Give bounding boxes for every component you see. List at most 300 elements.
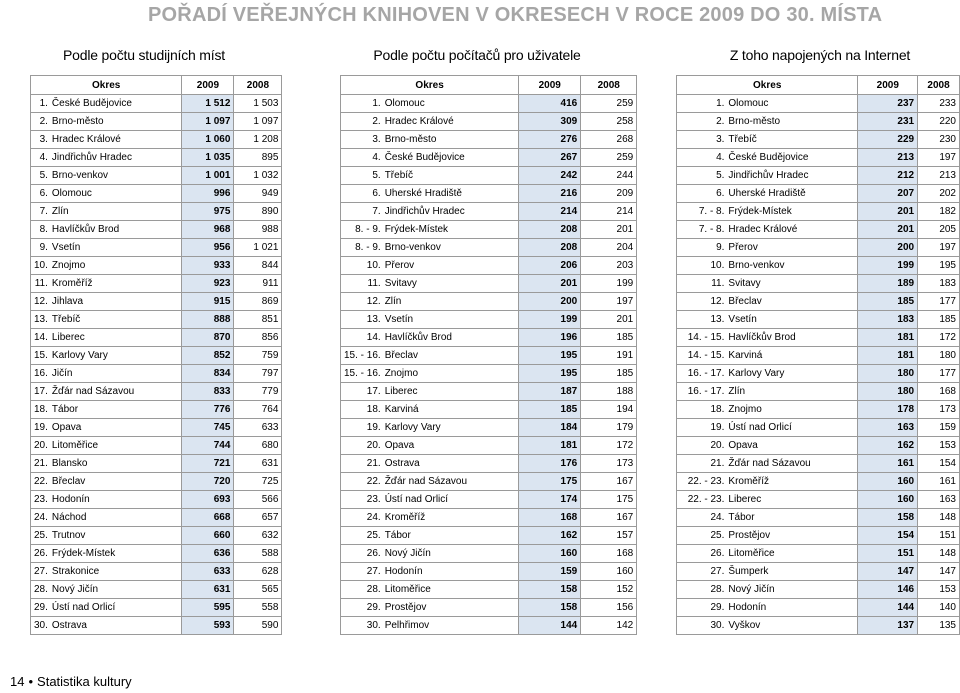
table-row [677, 95, 960, 113]
table-row [31, 275, 282, 293]
district-cell: Třebíč [726, 131, 858, 149]
rank-cell: 21. [677, 455, 727, 473]
district-cell: Znojmo [383, 365, 519, 383]
value-2008-cell: 214 [581, 203, 637, 221]
rank-cell: 27. [31, 563, 50, 581]
table-row [31, 527, 282, 545]
value-2009-cell: 933 [182, 257, 234, 275]
value-2009-cell: 201 [858, 221, 918, 239]
value-2009-cell: 162 [519, 527, 581, 545]
rank-cell: 12. [31, 293, 50, 311]
value-2009-cell: 161 [858, 455, 918, 473]
table-row [677, 311, 960, 329]
rank-cell: 25. [341, 527, 383, 545]
table-row [341, 563, 637, 581]
rank-cell: 20. [31, 437, 50, 455]
rank-cell: 28. [341, 581, 383, 599]
value-2009-cell: 154 [858, 527, 918, 545]
table-row [677, 401, 960, 419]
rank-cell: 7. - 8. [677, 203, 727, 221]
rank-cell: 29. [341, 599, 383, 617]
table-row [341, 491, 637, 509]
district-cell: Břeclav [383, 347, 519, 365]
rank-cell: 25. [31, 527, 50, 545]
table-1-heading: Podle počtu studijních míst [63, 47, 225, 63]
rank-cell: 14. [31, 329, 50, 347]
rank-cell: 13. [341, 311, 383, 329]
value-2008-cell: 201 [581, 311, 637, 329]
page-number: 14 [10, 674, 25, 689]
rank-cell: 12. [341, 293, 383, 311]
value-2008-cell: 197 [581, 293, 637, 311]
value-2008-cell: 856 [234, 329, 282, 347]
value-2009-cell: 159 [519, 563, 581, 581]
district-cell: Žďár nad Sázavou [383, 473, 519, 491]
page-title: POŘADÍ VEŘEJNÝCH KNIHOVEN V OKRESECH V ROCE 2009 DO 30. MÍSTA [148, 4, 883, 26]
value-2009-cell: 744 [182, 437, 234, 455]
value-2008-cell: 725 [234, 473, 282, 491]
district-cell: Svitavy [383, 275, 519, 293]
district-cell: Karviná [726, 347, 858, 365]
value-2008-cell: 779 [234, 383, 282, 401]
rank-cell: 22. [341, 473, 383, 491]
rank-cell: 6. [341, 185, 383, 203]
rank-cell: 16. [31, 365, 50, 383]
district-cell: Pelhřimov [383, 617, 519, 635]
table-row [31, 185, 282, 203]
value-2008-cell: 135 [918, 617, 960, 635]
rank-cell: 24. [677, 509, 727, 527]
table-row [677, 167, 960, 185]
column-header-2009: 2009 [519, 76, 581, 95]
table-row [31, 221, 282, 239]
value-2008-cell: 151 [918, 527, 960, 545]
value-2008-cell: 194 [581, 401, 637, 419]
district-cell: Havlíčkův Brod [383, 329, 519, 347]
rank-cell: 6. [677, 185, 727, 203]
table-row [31, 419, 282, 437]
district-cell: Blansko [50, 455, 182, 473]
district-cell: Liberec [726, 491, 858, 509]
column-header-2008: 2008 [581, 76, 637, 95]
table-study-places [30, 75, 282, 635]
value-2009-cell: 636 [182, 545, 234, 563]
column-header-2009: 2009 [858, 76, 918, 95]
district-cell: Nový Jičín [726, 581, 858, 599]
value-2009-cell: 187 [519, 383, 581, 401]
district-cell: Opava [50, 419, 182, 437]
value-2009-cell: 1 001 [182, 167, 234, 185]
value-2009-cell: 163 [858, 419, 918, 437]
value-2009-cell: 212 [858, 167, 918, 185]
table-row [677, 581, 960, 599]
value-2009-cell: 196 [519, 329, 581, 347]
district-cell: Litoměřice [726, 545, 858, 563]
district-cell: Hodonín [383, 563, 519, 581]
rank-cell: 2. [31, 113, 50, 131]
table-row [677, 599, 960, 617]
value-2009-cell: 852 [182, 347, 234, 365]
value-2008-cell: 175 [581, 491, 637, 509]
table-row [31, 257, 282, 275]
rank-cell: 8. - 9. [341, 239, 383, 257]
value-2008-cell: 1 097 [234, 113, 282, 131]
table-row [341, 419, 637, 437]
ranking-table [676, 75, 960, 635]
district-cell: Brno-město [726, 113, 858, 131]
value-2009-cell: 633 [182, 563, 234, 581]
value-2008-cell: 173 [918, 401, 960, 419]
value-2009-cell: 668 [182, 509, 234, 527]
table-row [677, 185, 960, 203]
table-row [341, 473, 637, 491]
value-2009-cell: 888 [182, 311, 234, 329]
value-2008-cell: 183 [918, 275, 960, 293]
district-cell: Olomouc [383, 95, 519, 113]
table-row [341, 455, 637, 473]
district-cell: Ústí nad Orlicí [383, 491, 519, 509]
table-row [341, 131, 637, 149]
district-cell: Litoměřice [50, 437, 182, 455]
value-2009-cell: 207 [858, 185, 918, 203]
district-cell: Ústí nad Orlicí [726, 419, 858, 437]
value-2008-cell: 201 [581, 221, 637, 239]
table-row [31, 365, 282, 383]
rank-cell: 15. [31, 347, 50, 365]
value-2009-cell: 160 [858, 491, 918, 509]
rank-cell: 7. - 8. [677, 221, 727, 239]
table-row [31, 599, 282, 617]
value-2008-cell: 911 [234, 275, 282, 293]
value-2009-cell: 660 [182, 527, 234, 545]
value-2008-cell: 167 [581, 509, 637, 527]
table-row [341, 401, 637, 419]
rank-cell: 21. [31, 455, 50, 473]
district-cell: Strakonice [50, 563, 182, 581]
rank-cell: 29. [677, 599, 727, 617]
rank-cell: 27. [341, 563, 383, 581]
value-2009-cell: 1 097 [182, 113, 234, 131]
rank-cell: 3. [677, 131, 727, 149]
value-2008-cell: 565 [234, 581, 282, 599]
rank-cell: 22. - 23. [677, 473, 727, 491]
value-2009-cell: 201 [858, 203, 918, 221]
value-2008-cell: 191 [581, 347, 637, 365]
value-2008-cell: 244 [581, 167, 637, 185]
value-2008-cell: 764 [234, 401, 282, 419]
table-row [341, 509, 637, 527]
table-row [341, 185, 637, 203]
table-row [677, 473, 960, 491]
value-2008-cell: 259 [581, 149, 637, 167]
page-footer [10, 674, 132, 689]
district-cell: Hradec Králové [726, 221, 858, 239]
district-cell: Šumperk [726, 563, 858, 581]
district-cell: České Budějovice [726, 149, 858, 167]
value-2008-cell: 268 [581, 131, 637, 149]
table-row [677, 275, 960, 293]
value-2008-cell: 163 [918, 491, 960, 509]
value-2009-cell: 181 [519, 437, 581, 455]
table-row [341, 347, 637, 365]
rank-cell: 26. [341, 545, 383, 563]
rank-cell: 14. [341, 329, 383, 347]
table-row [677, 617, 960, 635]
value-2009-cell: 162 [858, 437, 918, 455]
rank-cell: 17. [31, 383, 50, 401]
value-2008-cell: 1 503 [234, 95, 282, 113]
value-2009-cell: 174 [519, 491, 581, 509]
table-row [677, 149, 960, 167]
rank-cell: 22. - 23. [677, 491, 727, 509]
district-cell: Jindřichův Hradec [383, 203, 519, 221]
table-row [31, 455, 282, 473]
value-2009-cell: 151 [858, 545, 918, 563]
value-2009-cell: 185 [858, 293, 918, 311]
table-row [31, 581, 282, 599]
table-row [31, 167, 282, 185]
ranking-table [30, 75, 282, 635]
table-row [341, 383, 637, 401]
rank-cell: 19. [31, 419, 50, 437]
table-row [677, 491, 960, 509]
district-cell: Jihlava [50, 293, 182, 311]
value-2008-cell: 566 [234, 491, 282, 509]
district-cell: Kroměříž [50, 275, 182, 293]
district-cell: Olomouc [50, 185, 182, 203]
value-2008-cell: 197 [918, 149, 960, 167]
table-row [31, 509, 282, 527]
district-cell: Frýdek-Místek [50, 545, 182, 563]
rank-cell: 20. [341, 437, 383, 455]
value-2009-cell: 721 [182, 455, 234, 473]
district-cell: Litoměřice [383, 581, 519, 599]
value-2009-cell: 168 [519, 509, 581, 527]
value-2009-cell: 231 [858, 113, 918, 131]
table-row [341, 167, 637, 185]
district-cell: Olomouc [726, 95, 858, 113]
value-2008-cell: 173 [581, 455, 637, 473]
district-cell: Zlín [726, 383, 858, 401]
value-2009-cell: 180 [858, 365, 918, 383]
value-2009-cell: 160 [858, 473, 918, 491]
district-cell: Karlovy Vary [50, 347, 182, 365]
district-cell: Zlín [383, 293, 519, 311]
table-row [341, 95, 637, 113]
district-cell: Prostějov [383, 599, 519, 617]
value-2008-cell: 890 [234, 203, 282, 221]
rank-cell: 27. [677, 563, 727, 581]
value-2009-cell: 178 [858, 401, 918, 419]
value-2008-cell: 172 [581, 437, 637, 455]
district-cell: Svitavy [726, 275, 858, 293]
district-cell: Třebíč [50, 311, 182, 329]
district-cell: Frýdek-Místek [726, 203, 858, 221]
rank-cell: 1. [31, 95, 50, 113]
value-2009-cell: 229 [858, 131, 918, 149]
rank-cell: 5. [677, 167, 727, 185]
value-2009-cell: 185 [519, 401, 581, 419]
district-cell: Tábor [50, 401, 182, 419]
district-cell: Nový Jičín [50, 581, 182, 599]
table-row [341, 203, 637, 221]
value-2009-cell: 595 [182, 599, 234, 617]
rank-cell: 10. [341, 257, 383, 275]
value-2009-cell: 870 [182, 329, 234, 347]
district-cell: Uherské Hradiště [726, 185, 858, 203]
value-2009-cell: 968 [182, 221, 234, 239]
district-cell: Ostrava [383, 455, 519, 473]
table-row [31, 203, 282, 221]
value-2009-cell: 160 [519, 545, 581, 563]
value-2009-cell: 720 [182, 473, 234, 491]
table-row [31, 113, 282, 131]
rank-cell: 1. [677, 95, 727, 113]
rank-cell: 13. [677, 311, 727, 329]
table-row [677, 509, 960, 527]
rank-cell: 11. [341, 275, 383, 293]
value-2008-cell: 142 [581, 617, 637, 635]
rank-cell: 12. [677, 293, 727, 311]
value-2009-cell: 158 [519, 599, 581, 617]
district-cell: Karlovy Vary [726, 365, 858, 383]
value-2008-cell: 204 [581, 239, 637, 257]
district-cell: Břeclav [726, 293, 858, 311]
table-row [341, 257, 637, 275]
value-2009-cell: 1 035 [182, 149, 234, 167]
table-row [31, 149, 282, 167]
value-2008-cell: 680 [234, 437, 282, 455]
table-row [677, 293, 960, 311]
rank-cell: 18. [341, 401, 383, 419]
district-cell: Vsetín [50, 239, 182, 257]
table-row [341, 221, 637, 239]
district-cell: Třebíč [383, 167, 519, 185]
value-2008-cell: 188 [581, 383, 637, 401]
table-row [677, 545, 960, 563]
table-row [341, 365, 637, 383]
district-cell: Kroměříž [726, 473, 858, 491]
rank-cell: 4. [341, 149, 383, 167]
rank-cell: 2. [677, 113, 727, 131]
value-2008-cell: 161 [918, 473, 960, 491]
district-cell: Hodonín [50, 491, 182, 509]
rank-cell: 8. - 9. [341, 221, 383, 239]
table-row [341, 599, 637, 617]
value-2008-cell: 185 [918, 311, 960, 329]
rank-cell: 26. [677, 545, 727, 563]
table-row [677, 239, 960, 257]
district-cell: Brno-město [383, 131, 519, 149]
district-cell: Ostrava [50, 617, 182, 635]
rank-cell: 16. - 17. [677, 365, 727, 383]
district-cell: Brno-venkov [726, 257, 858, 275]
rank-cell: 29. [31, 599, 50, 617]
rank-cell: 16. - 17. [677, 383, 727, 401]
value-2008-cell: 180 [918, 347, 960, 365]
column-header-okres: Okres [341, 76, 519, 95]
value-2009-cell: 631 [182, 581, 234, 599]
rank-cell: 14. - 15. [677, 329, 727, 347]
table-internet [676, 75, 960, 635]
rank-cell: 5. [341, 167, 383, 185]
table-header-row [31, 76, 282, 95]
value-2009-cell: 137 [858, 617, 918, 635]
value-2009-cell: 1 512 [182, 95, 234, 113]
district-cell: Karviná [383, 401, 519, 419]
table-row [677, 365, 960, 383]
table-row [677, 203, 960, 221]
value-2009-cell: 181 [858, 329, 918, 347]
value-2009-cell: 593 [182, 617, 234, 635]
district-cell: Kroměříž [383, 509, 519, 527]
table-row [677, 113, 960, 131]
value-2008-cell: 869 [234, 293, 282, 311]
value-2008-cell: 152 [581, 581, 637, 599]
district-cell: Zlín [50, 203, 182, 221]
table-row [31, 491, 282, 509]
table-row [677, 329, 960, 347]
table-row [31, 437, 282, 455]
district-cell: Prostějov [726, 527, 858, 545]
rank-cell: 13. [31, 311, 50, 329]
table-row [341, 239, 637, 257]
value-2009-cell: 416 [519, 95, 581, 113]
value-2008-cell: 168 [581, 545, 637, 563]
district-cell: Opava [726, 437, 858, 455]
table-row [31, 131, 282, 149]
ranking-table [340, 75, 637, 635]
value-2008-cell: 590 [234, 617, 282, 635]
value-2009-cell: 146 [858, 581, 918, 599]
district-cell: Hodonín [726, 599, 858, 617]
table-row [677, 527, 960, 545]
table-2-heading: Podle počtu počítačů pro uživatele [373, 47, 581, 63]
value-2009-cell: 195 [519, 347, 581, 365]
value-2008-cell: 159 [918, 419, 960, 437]
value-2008-cell: 558 [234, 599, 282, 617]
rank-cell: 14. - 15. [677, 347, 727, 365]
value-2009-cell: 834 [182, 365, 234, 383]
table-row [677, 221, 960, 239]
table-row [31, 311, 282, 329]
value-2008-cell: 949 [234, 185, 282, 203]
table-row [677, 455, 960, 473]
value-2008-cell: 167 [581, 473, 637, 491]
value-2009-cell: 923 [182, 275, 234, 293]
value-2008-cell: 177 [918, 365, 960, 383]
value-2009-cell: 200 [519, 293, 581, 311]
rank-cell: 20. [677, 437, 727, 455]
value-2008-cell: 1 032 [234, 167, 282, 185]
rank-cell: 15. - 16. [341, 365, 383, 383]
value-2008-cell: 182 [918, 203, 960, 221]
value-2009-cell: 216 [519, 185, 581, 203]
value-2008-cell: 148 [918, 545, 960, 563]
table-3-heading: Z toho napojených na Internet [729, 47, 911, 63]
value-2008-cell: 205 [918, 221, 960, 239]
table-row [677, 383, 960, 401]
value-2008-cell: 851 [234, 311, 282, 329]
rank-cell: 30. [31, 617, 50, 635]
table-row [31, 617, 282, 635]
rank-cell: 18. [677, 401, 727, 419]
value-2009-cell: 833 [182, 383, 234, 401]
table-row [341, 545, 637, 563]
value-2009-cell: 309 [519, 113, 581, 131]
table-row [677, 347, 960, 365]
rank-cell: 2. [341, 113, 383, 131]
